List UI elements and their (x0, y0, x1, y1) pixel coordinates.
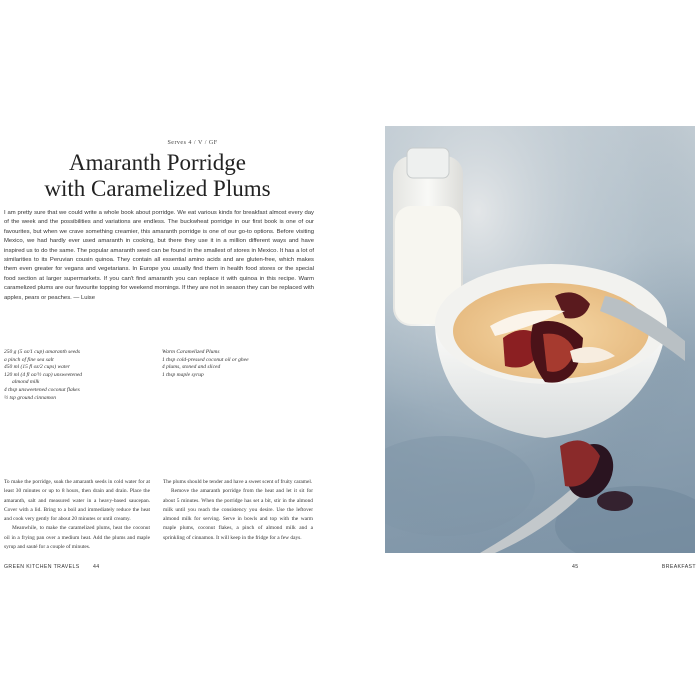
ingredient-item: 450 ml (15 fl oz/2 cups) water (4, 364, 70, 371)
ingredient-item: 250 g (5 oz/1 cup) amaranth seeds (4, 349, 81, 355)
footer-page-number-left: 44 (93, 564, 100, 570)
method-column-left (4, 478, 150, 552)
intro-paragraph: I am pretty sure that we could write a whole book about porridge. We eat various kinds for breakfast almost every day of the week and the possibilities and variations are endless. The buckwheat porridge in our first book is one of our favourites, but when we crave something creamier, this amaranth porridge is one of our go-to options. Before visiting Mexico, we had hardly ever used amaranth in cooking, but there they use it in a million different ways and have inspired us to do the same. The popular amaranth seed can be found in the smallest of stores in Mexico. It has a lot of similarities to its Peruvian cousin quinoa. They contain all essential amino acids and are gluten-free, which makes them even greater for vegans and vegetarians. In Europe you usually find them in health food stores or the special food section at larger supermarkets. If you can't find amaranth you can replace it with quinoa in this recipe. Warm caramelized plums are our favourite topping for weekend mornings. If they are not in season they can be replaced with apples, pears or peaches. — Luise (4, 210, 314, 301)
ingredient-item: 1 tbsp maple syrup (162, 371, 204, 378)
ingredient-item: ½ tsp ground cinnamon (4, 394, 57, 401)
plums-ingredients-list (162, 349, 312, 379)
footer-book-title: GREEN KITCHEN TRAVELS (4, 564, 80, 570)
method-paragraph: Meanwhile, to make the caramelized plums, heat the coconut oil in a frying pan over a medium heat. Add the plums and maple syrup and sauté for a couple of minutes. (4, 525, 150, 551)
recipe-title-line1: Amaranth Porridge (69, 150, 246, 175)
ingredient-item: 4 plums, stoned and sliced (162, 364, 221, 371)
serves-label: Serves 4 / V / GF (167, 140, 218, 146)
ingredient-item: almond milk (12, 379, 40, 386)
ingredient-item: 4 tbsp unsweetened coconut flakes (4, 386, 80, 393)
photo-illustration (385, 126, 695, 553)
ingredient-item: 120 ml (4 fl oz/½ cup) unsweetened (4, 371, 83, 378)
method-paragraph: To make the porridge, soak the amaranth seeds in cold water for at least 30 minutes or up to 8 hours, then drain and drain. Place the amaranth, salt and measured water in a heavy-based saucepan. Cover with a lid. Bring to a boil and immediately reduce the heat and cook very gently for about 20 minutes or until creamy. (4, 479, 150, 523)
plums-subheading: Warm Caramelized Plums (162, 349, 220, 355)
porridge-bowl-photo (385, 126, 695, 553)
method-column-right (163, 478, 313, 543)
footer-section: BREAKFAST (661, 564, 696, 570)
ingredient-item: a pinch of fine sea salt (4, 356, 54, 363)
footer-page-number-right: 45 (572, 564, 579, 570)
recipe-title (0, 150, 315, 202)
method-paragraph: The plums should be tender and have a sweet scent of fruity caramel. (163, 479, 313, 485)
ingredient-item: 1 tbsp cold-pressed coconut oil or ghee (162, 356, 249, 363)
ingredients-list (4, 349, 149, 402)
method-paragraph: Remove the amaranth porridge from the heat and let it sit for about 5 minutes. When the porridge has set a bit, stir in the almond milk until you reach the consistency you desire. Use the leftover almond milk for serving. Serve in bowls and top with the warm maple plums, coconut flakes, a pinch of almond milk and a sprinkling of cinnamon. It will keep in the fridge for a few days. (163, 488, 313, 541)
recipe-title-line2: with Caramelized Plums (44, 176, 271, 201)
